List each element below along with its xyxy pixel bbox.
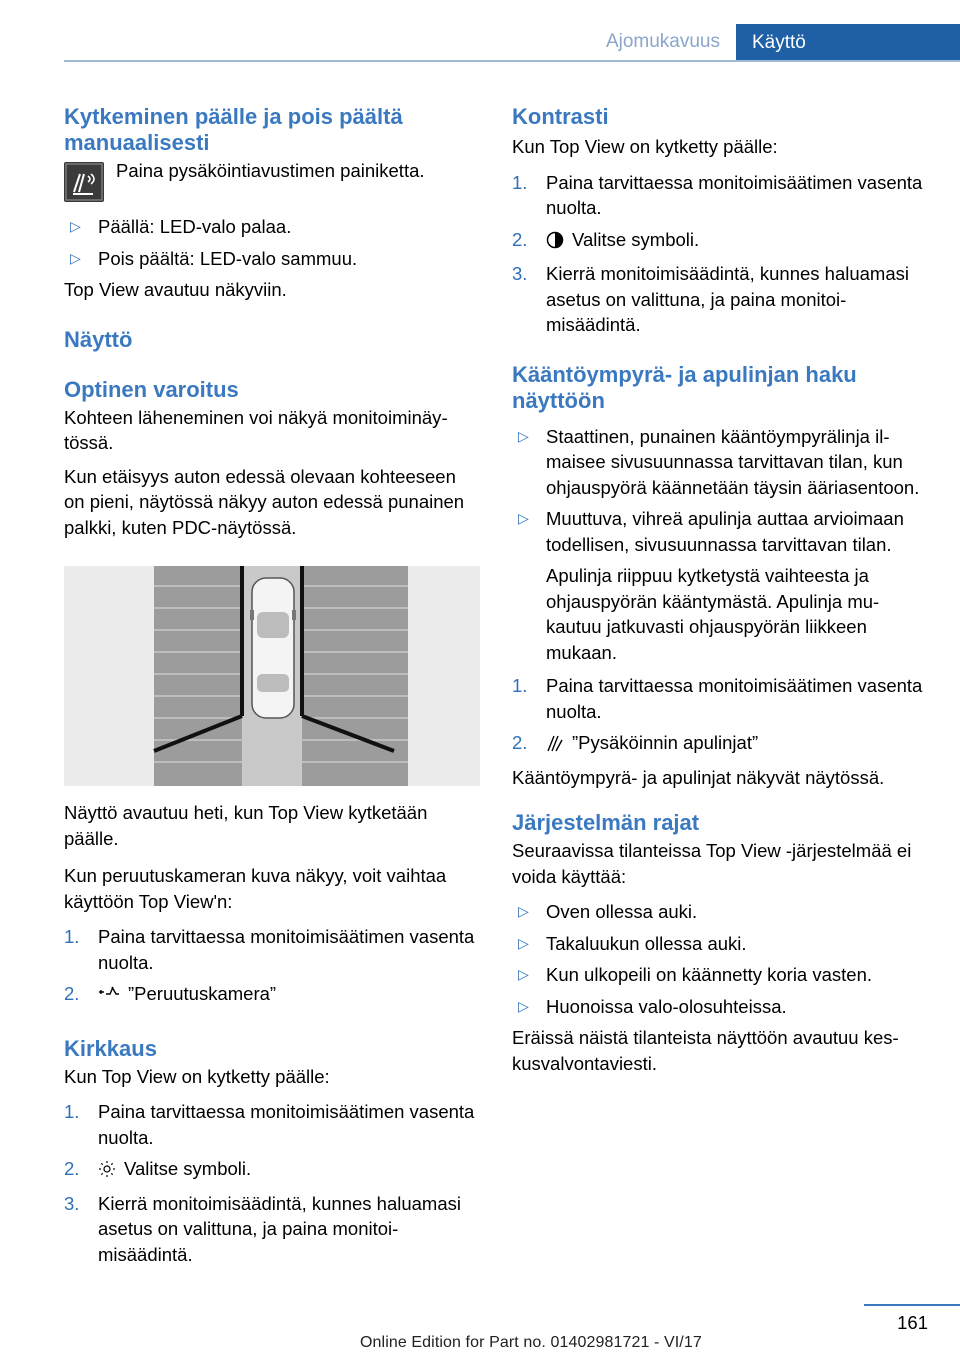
list-item: ▷ Huonoissa valo-olosuhteissa. [512,994,928,1020]
paragraph: Kun Top View on kytketty päälle: [64,1065,330,1087]
parking-assist-button-icon [64,162,104,202]
heading-manual-switch: Kytkeminen päälle ja pois päältä manuaalisesti [64,104,403,155]
list-item: 2. ”Pysäköinnin apulinjat” [512,730,928,759]
paragraph: Kun etäisyys auton edessä olevaan kohteeseen on pieni, näytössä näkyy auton edessä punainen palkki, kuten PDC-näytössä. [64,465,465,538]
page-header [0,24,960,62]
list-item: 1. Paina tarvittaessa monitoimisäätimen vasenta nuolta. [64,926,475,973]
rear-camera-icon [98,984,120,1010]
paragraph: Apulinja riippuu kytketystä vaihteesta ja ohjauspyörän kääntymästä. Apulinja mukautuu jatkuvasti ohjauspyörän liikkeen mukaan. [546,565,880,663]
section-tab: Ajomukavuus [605,31,720,52]
heading-jarjestelman-rajat: Järjestelmän rajat [512,810,700,835]
heading-naytto: Näyttö [64,326,133,352]
list-item: ▷ Päällä: LED-valo palaa. [64,214,480,240]
paragraph: Kääntöympyrä- ja apulinjat näkyvät näytössä. [512,766,885,788]
paragraph: Kun Top View on kytketty päälle: [512,136,778,157]
bullet-triangle-icon: ▷ [518,966,529,982]
list-item: 2. ”Peruutuskamera” [64,981,480,1010]
footer-rule [864,1304,960,1306]
list-item: ▷ Pois päältä: LED-valo sammuu. [64,246,480,272]
button-instruction: Paina pysäköintiavustimen painiketta. [116,160,425,181]
list-item: ▷ Takaluukun ollessa auki. [512,931,928,957]
paragraph: Top View avautuu näkyviin. [64,279,287,300]
left-column [64,104,480,540]
bullet-triangle-icon: ▷ [518,427,529,444]
heading-kaantoympyra: Kääntöympyrä- ja apulinjan haku näyttöön [512,361,857,413]
heading-kontrasti: Kontrasti [512,104,609,129]
edition-footer: Online Edition for Part no. 01402981721 - VI/17 [360,1334,702,1351]
list-item: 2. Valitse symboli. [512,227,928,256]
chapter-tab: Käyttö [736,24,960,62]
list-item: ▷ Kun ulkopeili on käännetty koria vasten. [512,962,928,988]
bullet-triangle-icon: ▷ [518,934,529,951]
list-item: 1. Paina tarvittaessa monitoimisäätimen vasenta nuolta. [64,1101,475,1148]
list-item: 3. Kierrä monitoimisäädintä, kunnes haluamasi asetus on valittuna, ja paina monitoimisäädintä. [512,263,909,335]
header-rule [64,60,960,62]
bullet-triangle-icon: ▷ [518,903,529,919]
top-view-illustration [64,566,480,786]
heading-optinen-varoitus: Optinen varoitus [64,376,239,402]
bullet-triangle-icon: ▷ [70,249,81,266]
paragraph: Näyttö avautuu heti, kun Top View kytketään päälle. [64,802,428,849]
list-item: 1. Paina tarvittaessa monitoimisäätimen vasenta nuolta. [512,171,923,218]
list-item: ▷ Oven ollessa auki. [512,899,928,925]
list-item: 3. Kierrä monitoimisäädintä, kunnes haluamasi asetus on valittuna, ja paina monitoimisäädintä. [64,1192,461,1265]
list-item: 1. Paina tarvittaessa monitoimisäätimen vasenta nuolta. [512,675,923,722]
bullet-triangle-icon: ▷ [518,997,529,1014]
heading-kirkkaus: Kirkkaus [64,1035,157,1061]
paragraph: Kohteen läheneminen voi näkyä monitoiminäytössä. [64,406,448,453]
list-item: ▷ Muuttuva, vihreä apulinja auttaa arvioimaan todellisen, sivusuunnassa tarvittavan tilan. [518,508,904,555]
brightness-icon [98,1159,116,1185]
right-column [512,104,928,1076]
paragraph: Kun peruutuskameran kuva näkyy, voit vaihtaa käyttöön Top View'n: [64,865,447,912]
page-number: 161 [897,1312,928,1333]
paragraph: Seuraavissa tilanteissa Top View -järjestelmää ei voida käyttää: [512,840,912,887]
list-item: 2. Valitse symboli. [64,1156,480,1185]
list-item: ▷ Staattinen, punainen kääntöympyrälinja ilmaisee sivusuunnassa tarvittavan tilan, kun ohjauspyörä käännetään täysin ääriasentoon. [518,425,920,498]
parking-guide-lines-icon [546,733,564,759]
bullet-triangle-icon: ▷ [518,510,529,526]
left-column-lower [64,800,480,1267]
paragraph: Eräissä näistä tilanteista näyttöön avautuu keskusvalvontaviesti. [512,1027,899,1074]
contrast-icon [546,230,564,256]
bullet-triangle-icon: ▷ [70,218,81,234]
